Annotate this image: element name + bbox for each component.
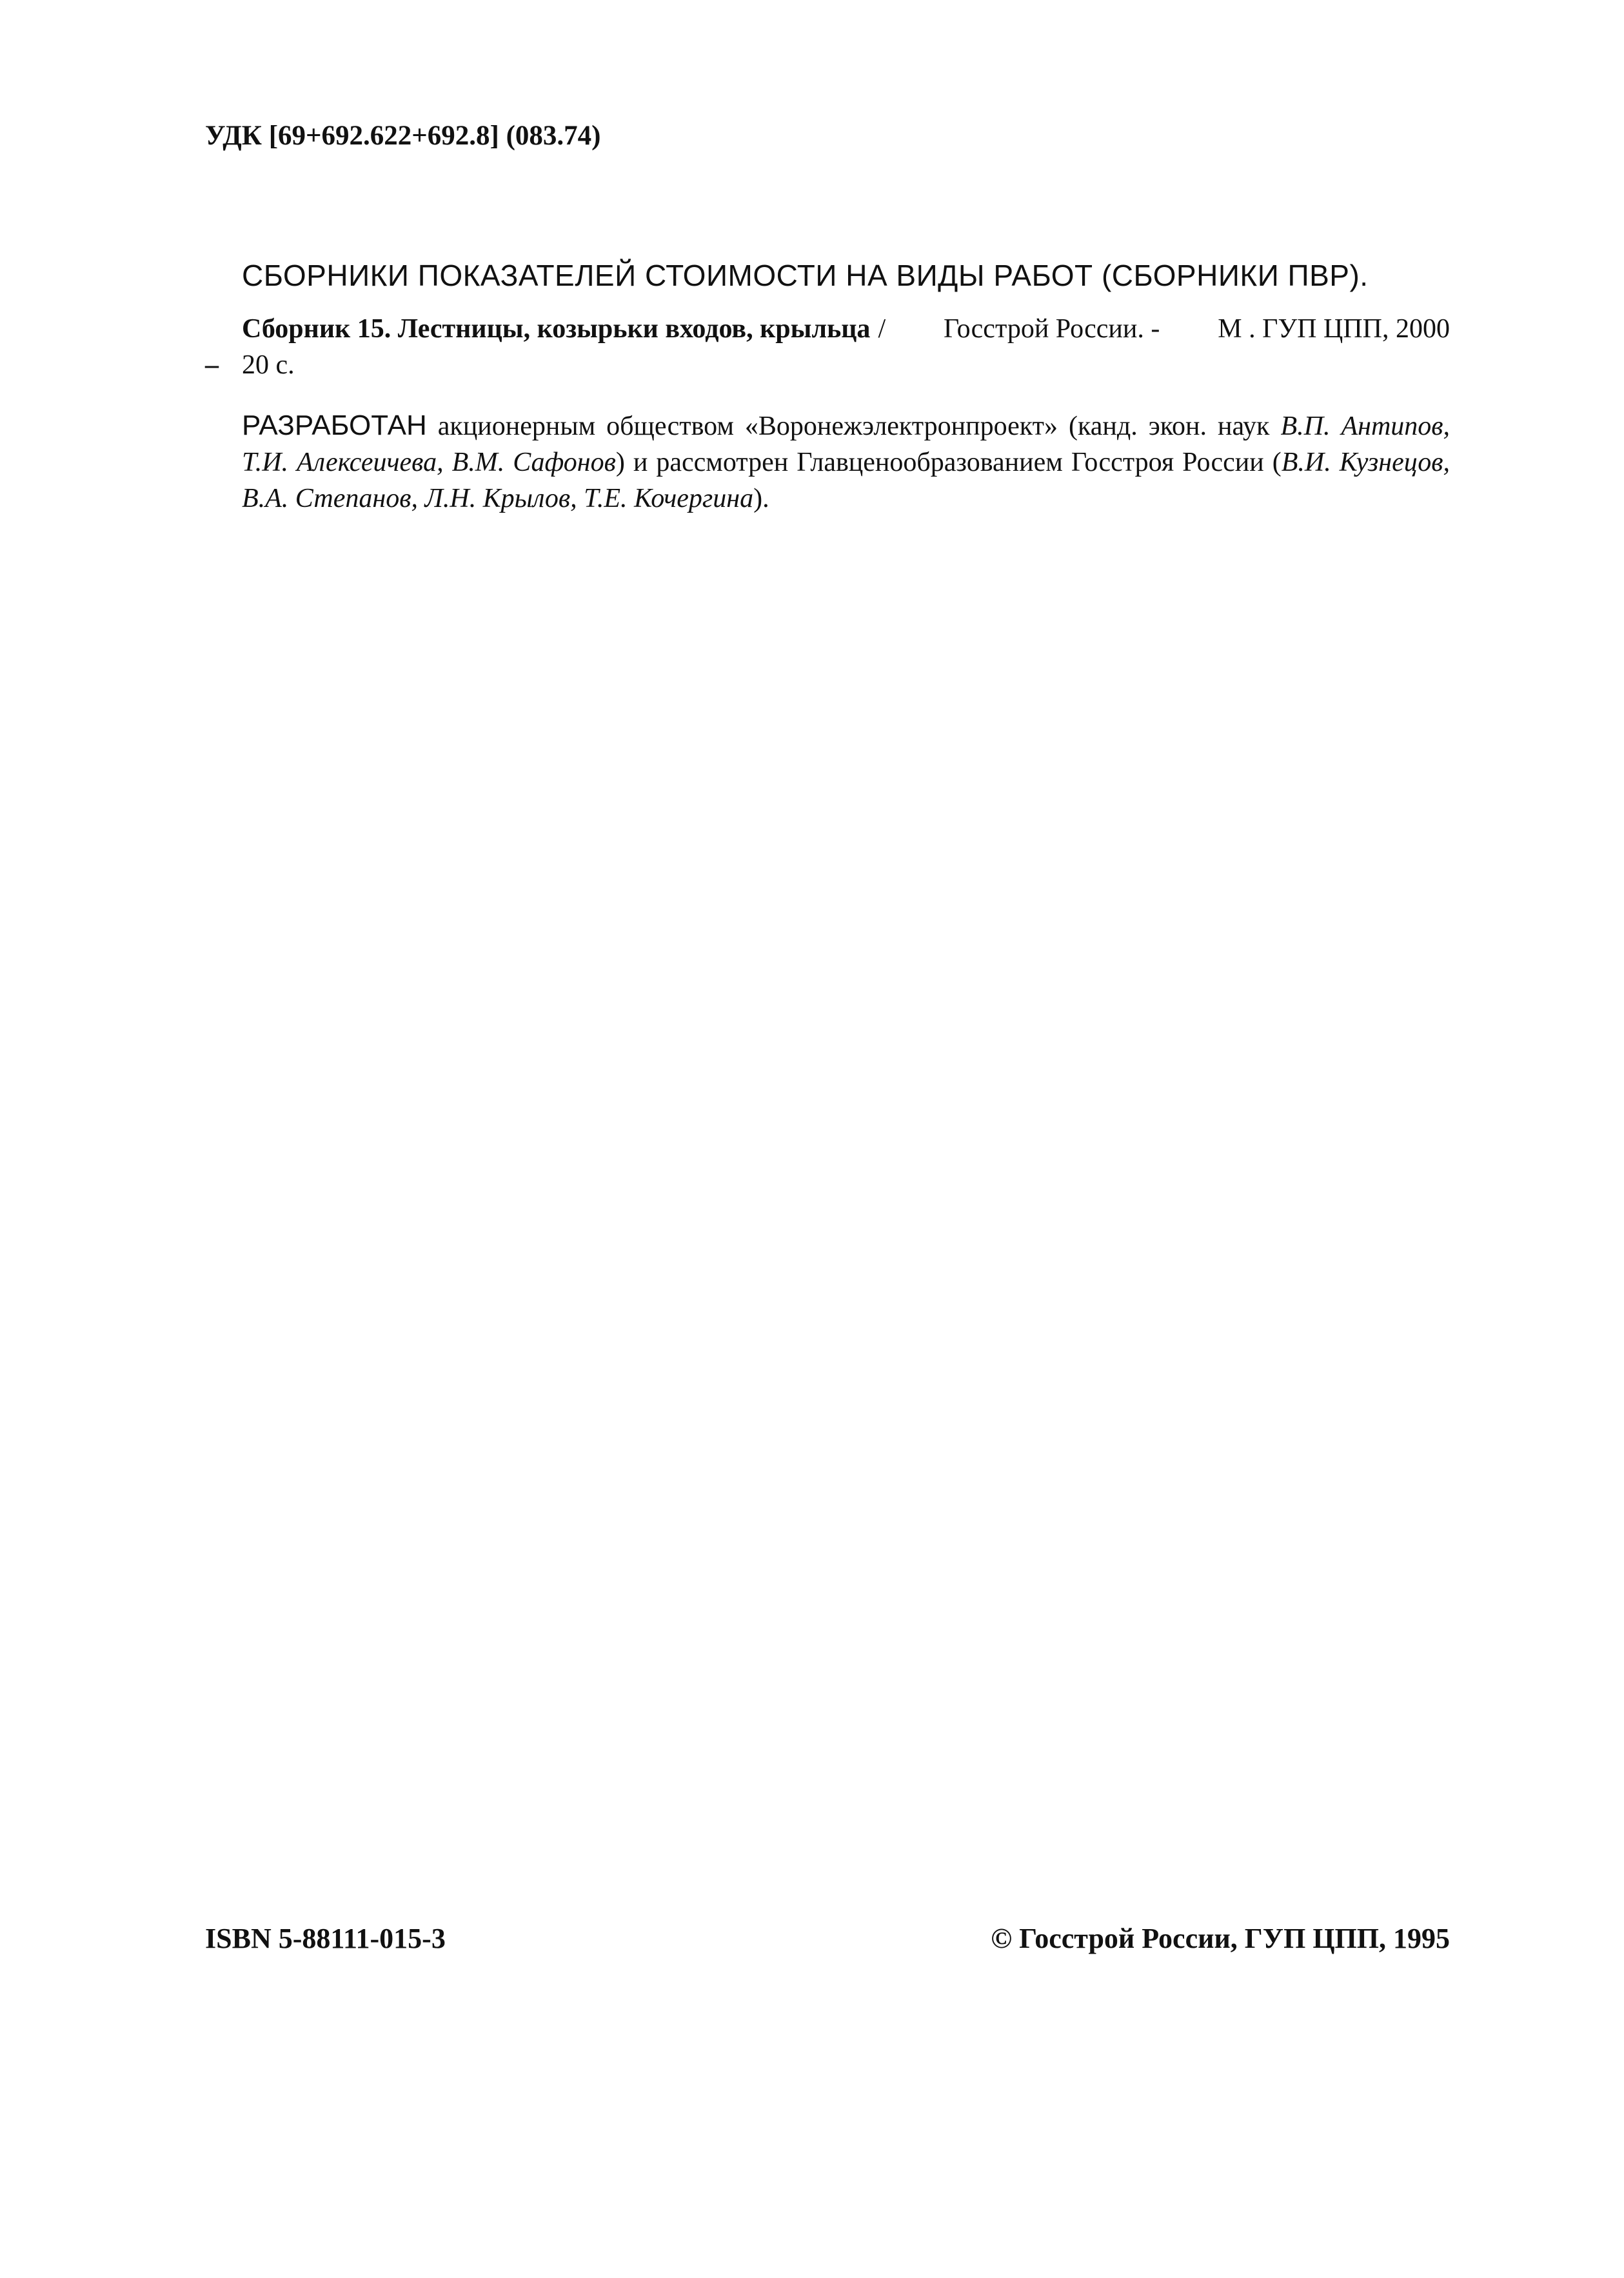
biblio-pages: 20 с. [242,350,295,380]
biblio-separator: / [878,314,886,344]
udk-code: УДК [69+692.622+692.8] (083.74) [205,121,601,151]
developer-org-text: акционерным обществом «Воронежэлектронпроект» (канд. экон. наук [437,411,1270,441]
biblio-line-1 [205,311,1450,347]
biblio-publisher-block [878,311,1450,347]
developer-authors: В.П. Антипов, Т.И. Алексеичева, В.М. Сафонов [242,411,1451,477]
biblio-dash: – [205,350,219,380]
developer-paragraph [205,408,1450,517]
bibliographic-record [205,311,1450,383]
biblio-line-2 [205,347,1450,383]
isbn: ISBN 5-88111-015-3 [205,1923,446,1954]
copyright: © Госстрой России, ГУП ЦПП, 1995 [991,1923,1450,1954]
biblio-publisher: Госстрой России. - [944,314,1160,344]
developer-text [205,408,1450,517]
biblio-place-year: М . ГУП ЦПП, 2000 [1218,314,1450,344]
collection-title: Сборник 15. Лестницы, козырьки входов, крыльца [242,314,871,344]
paragraph-end: ). [753,484,769,513]
collection-heading: СБОРНИКИ ПОКАЗАТЕЛЕЙ СТОИМОСТИ НА ВИДЫ РАБОТ (СБОРНИКИ ПВР). [242,259,1369,292]
reviewer-authors: В.И. Кузнецов, В.А. Степанов, Л.Н. Крылов, Т.Е. Кочергина [242,448,1450,513]
developed-lead-word: РАЗРАБОТАН [242,410,427,441]
reviewer-org-text: ) и рассмотрен Главценообразованием Госстроя России ( [615,448,1282,477]
